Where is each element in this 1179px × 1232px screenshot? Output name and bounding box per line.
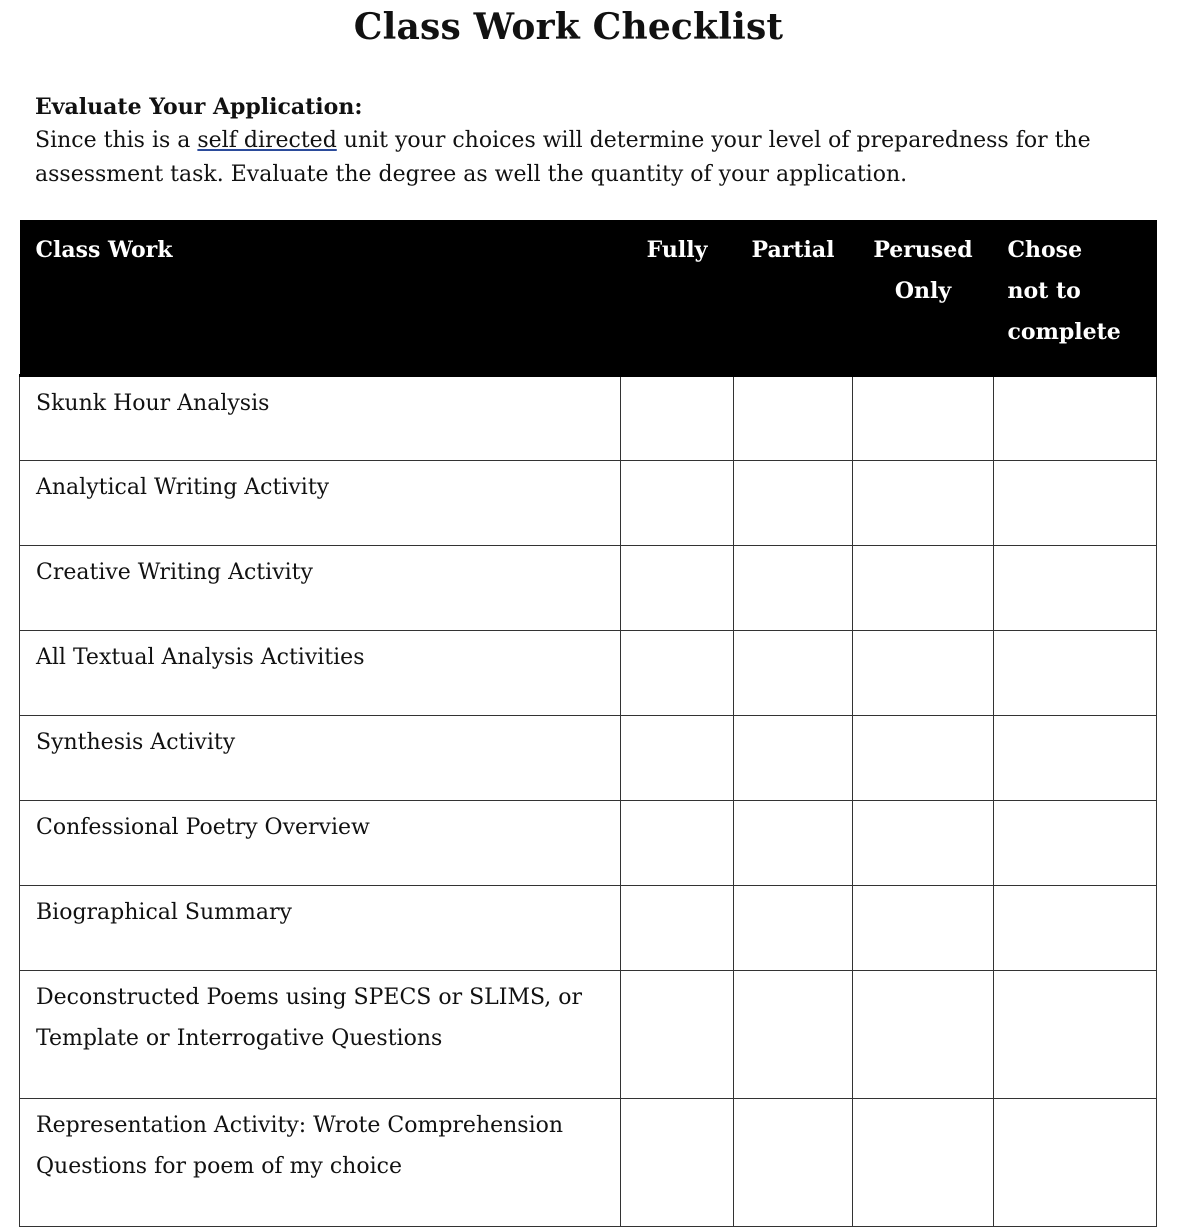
header-partial: Partial <box>734 220 853 375</box>
table-row <box>20 630 1157 715</box>
fully-checkbox-cell[interactable] <box>621 970 734 1098</box>
table-row <box>20 375 1157 460</box>
table-row <box>20 1098 1157 1226</box>
not-completed-checkbox-cell[interactable] <box>994 800 1157 885</box>
header-perused-only <box>853 220 994 375</box>
intro-text-after: unit your choices will determine your level of preparedness for the assessment task. Evaluate the degree as well the quantity of your application. <box>35 128 1091 187</box>
item-label: Confessional Poetry Overview <box>20 800 621 885</box>
intro-text <box>35 124 1135 192</box>
perused-checkbox-cell[interactable] <box>853 970 994 1098</box>
item-label: Skunk Hour Analysis <box>20 375 621 460</box>
not-completed-checkbox-cell[interactable] <box>994 1098 1157 1226</box>
not-completed-checkbox-cell[interactable] <box>994 630 1157 715</box>
header-chose-line2: not to <box>1007 278 1081 304</box>
not-completed-checkbox-cell[interactable] <box>994 885 1157 970</box>
table-row <box>20 800 1157 885</box>
perused-checkbox-cell[interactable] <box>853 715 994 800</box>
item-label: All Textual Analysis Activities <box>20 630 621 715</box>
table-row <box>20 715 1157 800</box>
perused-checkbox-cell[interactable] <box>853 885 994 970</box>
item-label: Synthesis Activity <box>20 715 621 800</box>
fully-checkbox-cell[interactable] <box>621 885 734 970</box>
header-perused-line1: Perused <box>873 237 973 263</box>
fully-checkbox-cell[interactable] <box>621 800 734 885</box>
intro-section <box>35 90 1135 192</box>
intro-underlined-term: self directed <box>197 128 337 153</box>
fully-checkbox-cell[interactable] <box>621 630 734 715</box>
table-row <box>20 885 1157 970</box>
table-body <box>20 375 1157 1226</box>
partial-checkbox-cell[interactable] <box>734 545 853 630</box>
page-title: Class Work Checklist <box>353 6 784 48</box>
item-label: Analytical Writing Activity <box>20 460 621 545</box>
partial-checkbox-cell[interactable] <box>734 885 853 970</box>
item-label: Deconstructed Poems using SPECS or SLIMS, or Template or Interrogative Questions <box>20 970 621 1098</box>
partial-checkbox-cell[interactable] <box>734 1098 853 1226</box>
table-header <box>20 220 1157 375</box>
table-row <box>20 545 1157 630</box>
item-label: Representation Activity: Wrote Comprehension Questions for poem of my choice <box>20 1098 621 1226</box>
not-completed-checkbox-cell[interactable] <box>994 970 1157 1098</box>
perused-checkbox-cell[interactable] <box>853 630 994 715</box>
table-row <box>20 970 1157 1098</box>
partial-checkbox-cell[interactable] <box>734 630 853 715</box>
item-label: Biographical Summary <box>20 885 621 970</box>
fully-checkbox-cell[interactable] <box>621 545 734 630</box>
fully-checkbox-cell[interactable] <box>621 375 734 460</box>
partial-checkbox-cell[interactable] <box>734 460 853 545</box>
fully-checkbox-cell[interactable] <box>621 460 734 545</box>
header-chose-line1: Chose <box>1007 237 1083 263</box>
intro-heading: Evaluate Your Application: <box>35 94 363 120</box>
header-chose-not-to-complete <box>994 220 1157 375</box>
header-class-work: Class Work <box>20 220 621 375</box>
partial-checkbox-cell[interactable] <box>734 970 853 1098</box>
not-completed-checkbox-cell[interactable] <box>994 545 1157 630</box>
table-row <box>20 460 1157 545</box>
partial-checkbox-cell[interactable] <box>734 375 853 460</box>
perused-checkbox-cell[interactable] <box>853 460 994 545</box>
not-completed-checkbox-cell[interactable] <box>994 460 1157 545</box>
partial-checkbox-cell[interactable] <box>734 715 853 800</box>
header-chose-line3: complete <box>1007 319 1121 345</box>
perused-checkbox-cell[interactable] <box>853 1098 994 1226</box>
partial-checkbox-cell[interactable] <box>734 800 853 885</box>
fully-checkbox-cell[interactable] <box>621 715 734 800</box>
perused-checkbox-cell[interactable] <box>853 375 994 460</box>
perused-checkbox-cell[interactable] <box>853 800 994 885</box>
header-perused-line2: Only <box>894 278 952 304</box>
intro-text-before: Since this is a <box>35 128 198 153</box>
not-completed-checkbox-cell[interactable] <box>994 375 1157 460</box>
fully-checkbox-cell[interactable] <box>621 1098 734 1226</box>
checklist-table <box>19 220 1157 1227</box>
not-completed-checkbox-cell[interactable] <box>994 715 1157 800</box>
item-label: Creative Writing Activity <box>20 545 621 630</box>
header-fully: Fully <box>621 220 734 375</box>
perused-checkbox-cell[interactable] <box>853 545 994 630</box>
